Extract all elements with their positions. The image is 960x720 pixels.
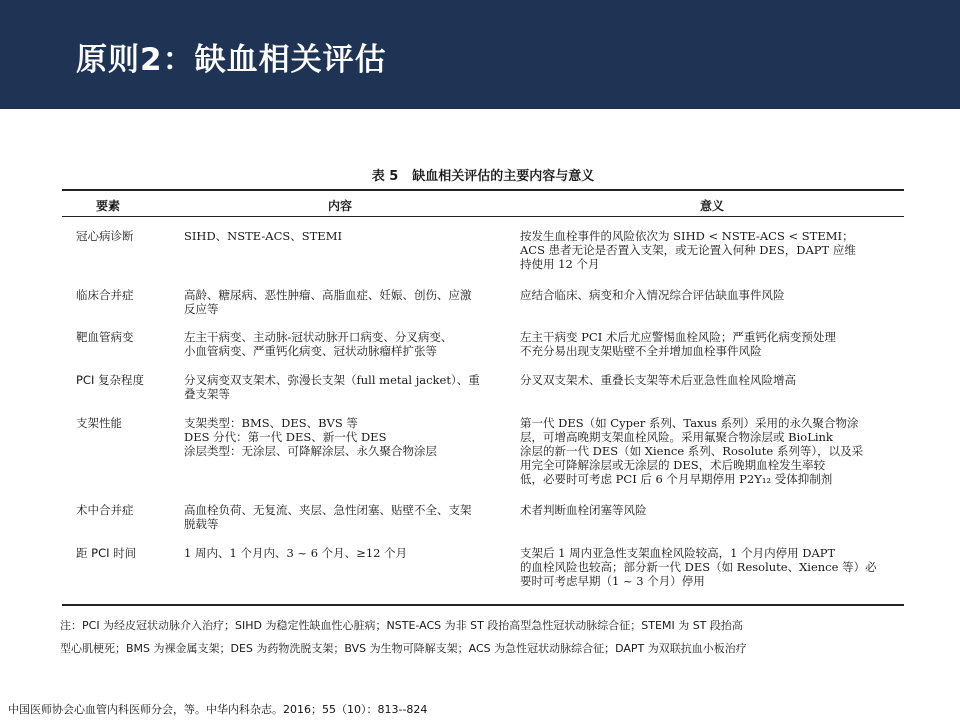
row-content: 支架类型：BMS、DES、BVS 等 DES 分代：第一代 DES、新一代 DES 涂层类型：无涂层、可降解涂层、永久聚合物涂层 — [184, 416, 437, 458]
table-caption-text: 缺血相关评估的主要内容与意义 — [412, 169, 595, 184]
slide-title: 原则2：缺血相关评估 — [76, 42, 387, 78]
citation-footer: 中国医师协会心血管内科医师分会，等。中华内科杂志。2016；55（10）：813--824 — [8, 703, 428, 716]
row-content: 高血栓负荷、无复流、夹层、急性闭塞、贴壁不全、支架 脱载等 — [184, 503, 472, 531]
row-meaning: 术者判断血栓闭塞等风险 — [520, 503, 647, 517]
header-content: 内容 — [328, 199, 353, 213]
row-factor: 术中合并症 — [76, 503, 134, 517]
table-header-row — [60, 197, 906, 215]
row-content: 1 周内、1 个月内、3 ~ 6 个月、≥12 个月 — [184, 546, 408, 560]
row-meaning: 支架后 1 周内亚急性支架血栓风险较高，1 个月内停用 DAPT 的血栓风险也较高；部分新一代 DES（如 Resolute、Xience 等）必 要时可考虑早期（1 ~ 3 个月）停用 — [520, 546, 877, 588]
row-content: 左主干病变、主动脉-冠状动脉开口病变、分叉病变、 小血管病变、严重钙化病变、冠状动脉瘤样扩张等 — [184, 330, 453, 358]
row-meaning: 应结合临床、病变和介入情况综合评估缺血事件风险 — [520, 288, 785, 302]
row-factor: PCI 复杂程度 — [76, 373, 145, 387]
row-content: 高龄、糖尿病、恶性肿瘤、高脂血症、妊娠、创伤、应激 反应等 — [184, 288, 472, 316]
header-factor: 要素 — [96, 199, 121, 213]
table-caption — [60, 165, 906, 184]
row-meaning: 第一代 DES（如 Cyper 系列、Taxus 系列）采用的永久聚合物涂 层，可增高晚期支架血栓风险。采用氟聚合物涂层或 BioLink 涂层的新一代 DES（如 Xience 系列、Rosolute 系列等），以及采 用完全可降解涂层或无涂层的 DES，术后晚期血栓发生率较 低，必要时可考虑 PCI 后 6 个月早期停用 P2Y₁₂ 受体抑制剂 — [520, 416, 864, 486]
row-content: SIHD、NSTE-ACS、STEMI — [184, 229, 343, 243]
row-meaning: 分叉双支架术、重叠长支架等术后亚急性血栓风险增高 — [520, 373, 796, 387]
row-meaning: 左主干病变 PCI 术后尤应警惕血栓风险；严重钙化病变预处理 不充分易出现支架贴壁不全并增加血栓事件风险 — [520, 330, 836, 358]
row-content: 分叉病变双支架术、弥漫长支架（full metal jacket）、重 叠支架等 — [184, 373, 480, 401]
row-factor: 支架性能 — [76, 416, 122, 430]
row-factor: 靶血管病变 — [76, 330, 134, 344]
table-bottom-rule — [62, 604, 904, 606]
table-header-rule — [62, 216, 904, 217]
row-factor: 临床合并症 — [76, 288, 134, 302]
table-caption-number: 表 5 — [371, 169, 399, 184]
table-figure — [60, 155, 906, 665]
table-note: 注：PCI 为经皮冠状动脉介入治疗；SIHD 为稳定性缺血性心脏病；NSTE-ACS 为非 ST 段抬高型急性冠状动脉综合征；STEMI 为 ST 段抬高 型心肌梗死；BMS 为裸金属支架；DES 为药物洗脱支架；BVS 为生物可降解支架；ACS 为急性冠状动脉综合征；DAPT 为双联抗血小板治疗 — [60, 619, 747, 655]
header-meaning: 意义 — [700, 199, 725, 213]
title-bar — [0, 0, 960, 109]
row-factor: 距 PCI 时间 — [76, 546, 137, 560]
table-top-rule — [62, 189, 904, 191]
row-meaning: 按发生血栓事件的风险依次为 SIHD < NSTE-ACS < STEMI； ACS 患者无论是否置入支架，或无论置入何种 DES，DAPT 应维 持使用 12 个月 — [520, 229, 856, 271]
row-factor: 冠心病诊断 — [76, 229, 134, 243]
